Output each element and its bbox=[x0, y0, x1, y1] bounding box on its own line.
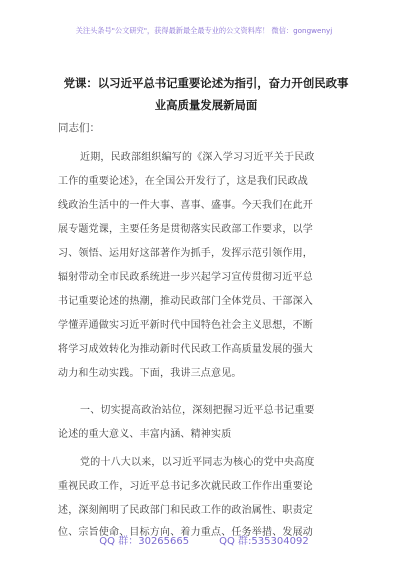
body-line: 展专题党课，主要任务是贯彻落实民政部工作要求，以学 bbox=[58, 224, 313, 235]
body-line: 工作的重要论述》，在全国公开发行了，这是我们民政战 bbox=[58, 176, 308, 187]
header-banner: 关注头条号"公文研究"，获得最新最全最专业的公文资料库！ 微信：gongwenyj bbox=[75, 26, 333, 35]
document-title bbox=[58, 72, 354, 116]
section-heading-line: 论述的重大意义、丰富内涵、精神实质 bbox=[58, 429, 232, 440]
body-line: 述，深刻阐明了民政部门和民政工作的政治属性、职责定 bbox=[58, 505, 313, 516]
footer-qq-group-1: QQ 群：30265665 bbox=[99, 536, 190, 547]
title-line-2: 业高质量发展新局面 bbox=[154, 98, 258, 112]
body-line: 学懂弄通做实习近平新时代中国特色社会主义思想，不断 bbox=[58, 320, 313, 331]
body-line: 位、宗旨使命、目标方向、着力重点、任务举措、发展动 bbox=[58, 527, 313, 538]
footer-contact bbox=[0, 535, 408, 549]
salutation: 同志们： bbox=[58, 122, 100, 134]
body-line: 书记重要论述的热潮，推动民政部门全体党员、干部深入 bbox=[58, 296, 313, 307]
section-heading-line: 一、切实提高政治站位，深刻把握习近平总书记重要 bbox=[80, 405, 315, 416]
body-line: 近期，民政部组织编写的《深入学习习近平关于民政 bbox=[80, 152, 315, 163]
body-line: 线政治生活中的一件大事、喜事、盛事。今天我们在此开 bbox=[58, 200, 313, 211]
body-line: 党的十八大以来，以习近平同志为核心的党中央高度 bbox=[80, 457, 315, 468]
title-line-1: 党课：以习近平总书记重要论述为指引，奋力开创民政事 bbox=[63, 76, 349, 90]
body-line: 重视民政工作，习近平总书记多次就民政工作作出重要论 bbox=[58, 481, 313, 492]
body-line: 习、领悟、运用好这部著作为抓手，发挥示范引领作用， bbox=[58, 248, 313, 259]
footer-qq-group-2: QQ 群:535304092 bbox=[219, 536, 309, 547]
body-line: 将学习成效转化为推动新时代民政工作高质量发展的强大 bbox=[58, 344, 313, 355]
body-line: 辐射带动全市民政系统进一步兴起学习宣传贯彻习近平总 bbox=[58, 272, 313, 283]
body-line: 动力和生动实践。下面，我讲三点意见。 bbox=[58, 368, 242, 379]
